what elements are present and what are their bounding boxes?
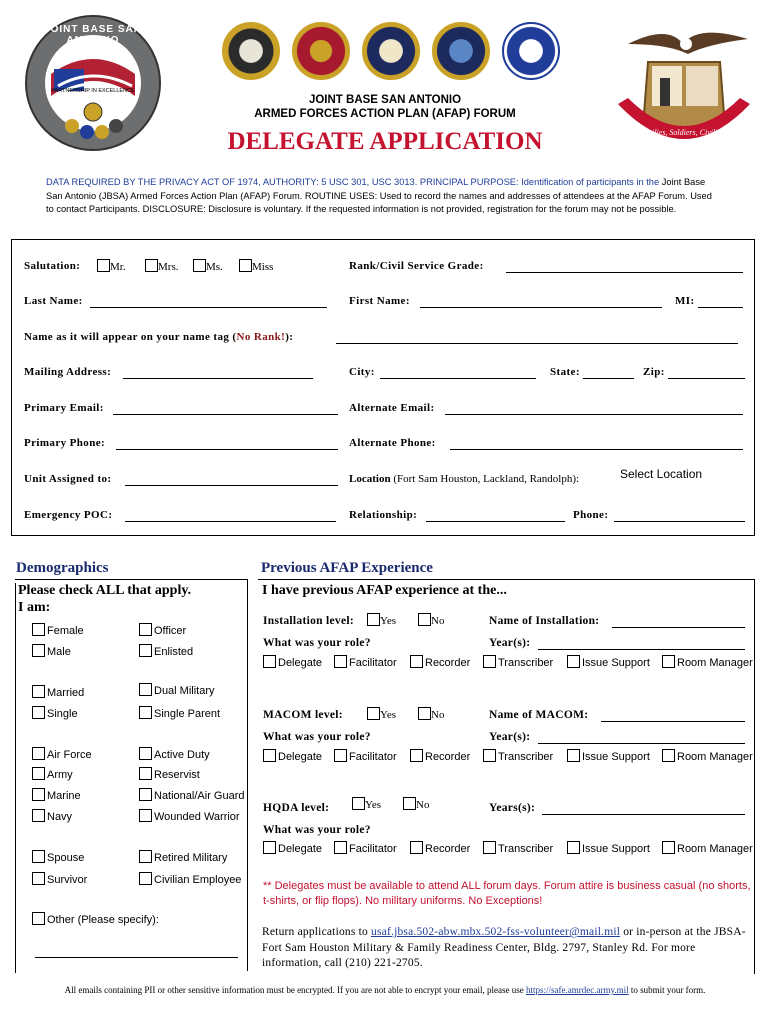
installation-transcriber-label: Transcriber [498,657,554,669]
hqda-yes-label: Yes [365,799,382,811]
city-label: City: [349,366,375,378]
return-details: or in-person at the JBSA-Fort Sam Houston Military & Family Readiness Center, Bldg. 2797, Stanley Rd. For more information, call (210) 221-2705. [262,926,746,969]
name-tag-label-end: ): [285,331,294,343]
state-label: State: [550,366,580,378]
reservist-checkbox[interactable] [139,767,200,781]
salutation-mrs-checkbox[interactable] [145,259,178,273]
air-force-label: Air Force [47,749,92,761]
macom-room-manager-checkbox[interactable] [662,749,753,763]
macom-delegate-label: Delegate [278,751,323,763]
volunteer-email-link[interactable]: usaf.jbsa.502-abw.mbx.502-fss-volunteer@mail.mil [371,926,621,938]
last-name-label: Last Name: [24,295,83,307]
mailing-address-field[interactable] [123,378,313,379]
installation-yes-label: Yes [380,615,397,627]
hqda-recorder-checkbox[interactable] [410,841,470,855]
previous-experience-rule [258,579,754,580]
national-guard-checkbox[interactable] [139,788,245,802]
installation-yes-checkbox[interactable] [367,613,396,627]
hqda-issue-support-label: Issue Support [582,843,650,855]
survivor-checkbox[interactable] [32,872,87,886]
installation-no-label: No [431,615,445,627]
phone-label: Phone: [573,509,609,521]
footer-prefix: All emails containing PII or other sensitive information must be encrypted. If you are not able to encrypt your email, please use [64,985,524,995]
alternate-email-label: Alternate Email: [349,402,435,414]
macom-room-manager-label: Room Manager [677,751,753,763]
civilian-employee-label: Civilian Employee [154,874,242,886]
primary-phone-label: Primary Phone: [24,437,106,449]
hqda-transcriber-label: Transcriber [498,843,554,855]
rank-label: Rank/Civil Service Grade: [349,260,484,272]
primary-email-field[interactable] [113,414,338,415]
installation-issue-support-checkbox[interactable] [567,655,650,669]
hqda-yes-checkbox[interactable] [352,797,381,811]
hqda-room-manager-label: Room Manager [677,843,753,855]
primary-phone-field[interactable] [116,449,338,450]
air-force-seal-icon [432,22,490,80]
installation-role-question: What was your role? [263,637,371,649]
coast-guard-seal-icon [502,22,560,80]
mailing-address-label: Mailing Address: [24,366,112,378]
location-label-text: Location [349,473,391,485]
name-tag-label-text: Name as it will appear on your name tag ( [24,331,237,343]
footer-note [0,985,770,995]
middle-initial-label: MI: [675,295,695,307]
macom-delegate-checkbox[interactable] [263,749,322,763]
navy-seal-icon [362,22,420,80]
retired-military-checkbox[interactable] [139,850,227,864]
no-rank-note: No Rank! [236,331,286,343]
rank-field[interactable] [506,272,743,273]
hqda-facilitator-checkbox[interactable] [334,841,397,855]
hqda-room-manager-checkbox[interactable] [662,841,753,855]
salutation-label: Salutation: [24,260,81,272]
location-hint: (Fort Sam Houston, Lackland, Randolph): [393,473,580,485]
macom-transcriber-checkbox[interactable] [483,749,553,763]
salutation-ms-checkbox[interactable] [193,259,223,273]
relationship-field[interactable] [426,521,565,522]
macom-facilitator-label: Facilitator [349,751,397,763]
macom-recorder-checkbox[interactable] [410,749,470,763]
macom-no-checkbox[interactable] [418,707,444,721]
name-installation-field[interactable] [612,627,745,628]
macom-recorder-label: Recorder [425,751,471,763]
hqda-no-checkbox[interactable] [403,797,429,811]
female-label: Female [47,625,84,637]
marine-label: Marine [47,790,81,802]
title-line-1: JOINT BASE SAN ANTONIO [308,94,462,106]
footer-suffix: to submit your form. [630,985,706,995]
salutation-miss-checkbox[interactable] [239,259,273,273]
married-checkbox[interactable] [32,685,84,699]
installation-delegate-checkbox[interactable] [263,655,322,669]
emergency-phone-field[interactable] [614,521,745,522]
macom-issue-support-label: Issue Support [582,751,650,763]
officer-label: Officer [154,625,187,637]
name-tag-field[interactable] [336,343,738,344]
other-specify-field[interactable] [35,957,238,958]
air-force-checkbox[interactable] [32,747,92,761]
installation-transcriber-checkbox[interactable] [483,655,553,669]
demographics-rule [15,579,247,580]
installation-facilitator-label: Facilitator [349,657,397,669]
macom-years-label: Year(s): [489,731,531,743]
single-parent-label: Single Parent [154,708,221,720]
installation-room-manager-checkbox[interactable] [662,655,753,669]
macom-issue-support-checkbox[interactable] [567,749,650,763]
wounded-warrior-label: Wounded Warrior [154,811,240,823]
primary-email-label: Primary Email: [24,402,104,414]
privacy-notice [46,176,721,217]
middle-initial-field[interactable] [698,307,743,308]
hqda-delegate-label: Delegate [278,843,323,855]
single-checkbox[interactable] [32,706,78,720]
marine-checkbox[interactable] [32,788,81,802]
title-line-2: ARMED FORCES ACTION PLAN (AFAP) FORUM [254,108,516,120]
previous-experience-right-border [754,579,755,974]
salutation-mr-label: Mr. [110,261,126,273]
salutation-miss-label: Miss [252,261,274,273]
dual-military-label: Dual Military [154,685,215,697]
previous-experience-subheading: I have previous AFAP experience at the... [262,583,507,598]
macom-role-question: What was your role? [263,731,371,743]
installation-no-checkbox[interactable] [418,613,444,627]
spouse-checkbox[interactable] [32,850,84,864]
single-label: Single [47,708,78,720]
army-checkbox[interactable] [32,767,73,781]
enlisted-label: Enlisted [154,646,194,658]
alternate-phone-field[interactable] [450,449,743,450]
male-checkbox[interactable] [32,644,71,658]
i-am-label: I am: [18,600,51,615]
unit-assigned-field[interactable] [125,485,338,486]
retired-military-label: Retired Military [154,852,228,864]
hqda-issue-support-checkbox[interactable] [567,841,650,855]
applicant-info-box [11,239,755,536]
jbsa-logo-subtext: PARTNERSHIP IN EXCELLENCE [51,88,135,94]
installation-recorder-checkbox[interactable] [410,655,470,669]
macom-yes-checkbox[interactable] [367,707,396,721]
demographics-left-border [15,583,16,973]
last-name-field[interactable] [90,307,327,308]
navy-checkbox[interactable] [32,809,72,823]
hqda-years-label: Years(s): [489,802,536,814]
privacy-notice-body: Joint Base San Antonio (JBSA) Armed Forces Action Plan (AFAP) Forum. ROUTINE USES: Used to record the names and addresses of attendees at the AFAP Forum. Used to contact Participants. DISCLOSURE: Disclosure is voluntary. If the requested information is not provided, registration for the forum may not be possible. [46,177,712,214]
zip-field[interactable] [668,378,745,379]
reservist-label: Reservist [154,769,200,781]
demographics-right-border [247,579,248,971]
navy-label: Navy [47,811,73,823]
hqda-transcriber-checkbox[interactable] [483,841,553,855]
national-guard-label: National/Air Guard [154,790,245,802]
female-checkbox[interactable] [32,623,84,637]
other-checkbox[interactable] [32,912,159,926]
other-label: Other (Please specify): [47,914,159,926]
marine-corps-seal-icon [292,22,350,80]
hqda-level-label: HQDA level: [263,802,330,814]
officer-checkbox[interactable] [139,623,186,637]
installation-recorder-label: Recorder [425,657,471,669]
first-name-field[interactable] [420,307,662,308]
emergency-poc-label: Emergency POC: [24,509,113,521]
installation-facilitator-checkbox[interactable] [334,655,397,669]
hqda-years-field[interactable] [542,814,745,815]
relationship-label: Relationship: [349,509,418,521]
return-prefix: Return applications to [262,926,368,938]
single-parent-checkbox[interactable] [139,706,220,720]
name-macom-field[interactable] [601,721,745,722]
installation-years-field[interactable] [538,649,745,650]
location-label [349,473,579,485]
survivor-label: Survivor [47,874,88,886]
active-duty-checkbox[interactable] [139,747,210,761]
alternate-email-field[interactable] [445,414,743,415]
zip-label: Zip: [643,366,665,378]
dual-military-checkbox[interactable] [139,683,215,697]
army-seal-icon [222,22,280,80]
macom-facilitator-checkbox[interactable] [334,749,397,763]
installation-issue-support-label: Issue Support [582,657,650,669]
afap-logo-text: Families, Soldiers, Civilians [637,128,729,137]
name-installation-label: Name of Installation: [489,615,600,627]
previous-experience-heading: Previous AFAP Experience [261,560,433,576]
name-tag-label [24,331,293,343]
attendance-notice: ** Delegates must be available to attend ALL forum days. Forum attire is business casual (no shorts, t-shirts, or flip flops). No military uniforms. No Exceptions! [263,880,751,907]
hqda-no-label: No [416,799,430,811]
demographics-heading: Demographics [16,560,109,576]
enlisted-checkbox[interactable] [139,644,193,658]
city-field[interactable] [380,378,536,379]
army-label: Army [47,769,73,781]
first-name-label: First Name: [349,295,410,307]
macom-level-label: MACOM level: [263,709,343,721]
civilian-employee-checkbox[interactable] [139,872,241,886]
hqda-facilitator-label: Facilitator [349,843,397,855]
name-macom-label: Name of MACOM: [489,709,589,721]
installation-years-label: Year(s): [489,637,531,649]
macom-transcriber-label: Transcriber [498,751,554,763]
salutation-ms-label: Ms. [206,261,223,273]
emergency-poc-field[interactable] [125,521,336,522]
state-field[interactable] [583,378,634,379]
hqda-role-question: What was your role? [263,824,371,836]
jbsa-logo-text: JOINT BASE SAN ANTONIO [44,24,142,46]
married-label: Married [47,687,85,699]
location-select[interactable]: Select Location [620,467,703,481]
hqda-delegate-checkbox[interactable] [263,841,322,855]
spouse-label: Spouse [47,852,85,864]
salutation-mrs-label: Mrs. [158,261,179,273]
privacy-notice-highlight: DATA REQUIRED BY THE PRIVACY ACT OF 1974, AUTHORITY: 5 USC 301, USC 3013. PRINCIPAL PURPOSE: Identification of participants in the [46,177,660,187]
return-instructions [262,925,752,972]
installation-room-manager-label: Room Manager [677,657,753,669]
wounded-warrior-checkbox[interactable] [139,809,240,823]
installation-level-label: Installation level: [263,615,354,627]
macom-no-label: No [431,709,445,721]
male-label: Male [47,646,71,658]
active-duty-label: Active Duty [154,749,210,761]
macom-years-field[interactable] [538,743,745,744]
demographics-instruction: Please check ALL that apply. [18,583,192,598]
salutation-mr-checkbox[interactable] [97,259,126,273]
safe-amrdec-link[interactable]: https://safe.amrdec.army.mil [525,985,629,995]
page-title: DELEGATE APPLICATION [227,128,543,155]
hqda-recorder-label: Recorder [425,843,471,855]
unit-assigned-label: Unit Assigned to: [24,473,112,485]
alternate-phone-label: Alternate Phone: [349,437,436,449]
installation-delegate-label: Delegate [278,657,323,669]
macom-yes-label: Yes [380,709,397,721]
